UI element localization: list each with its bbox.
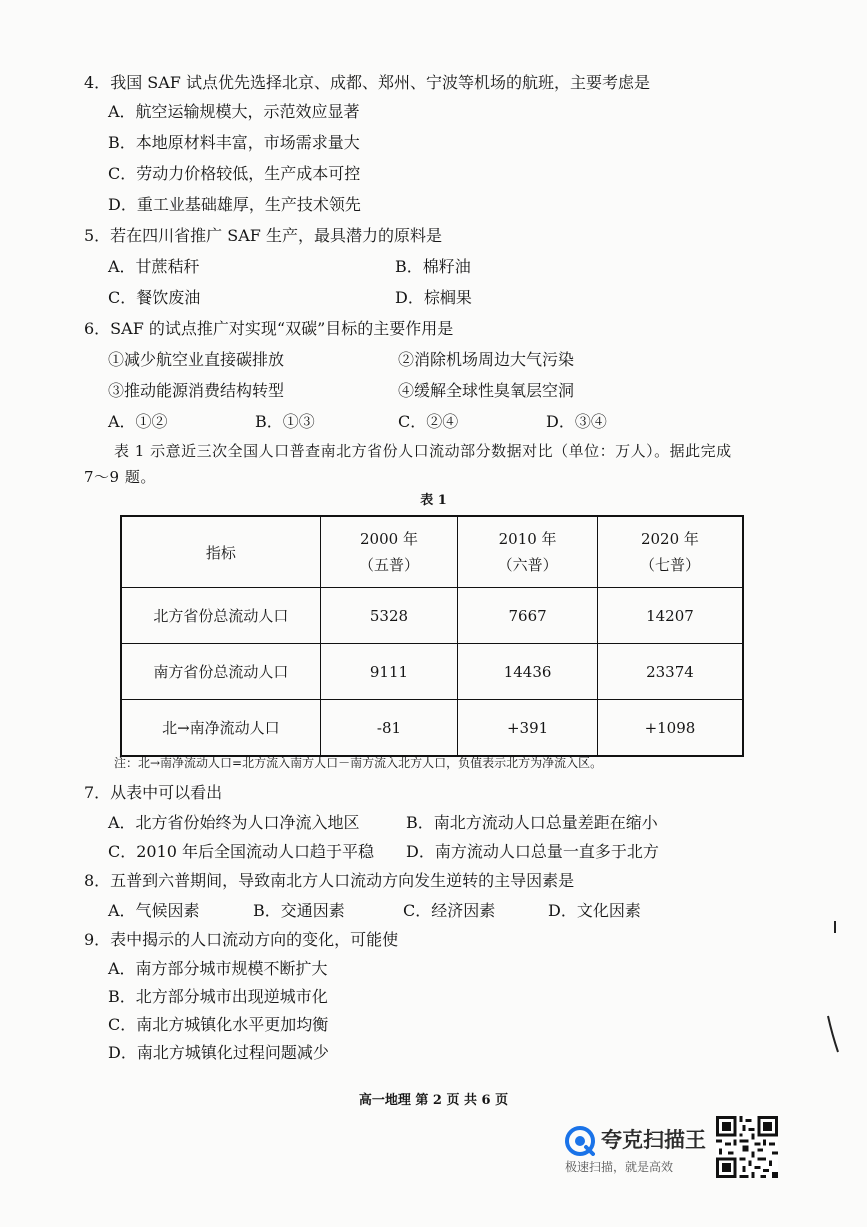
table-header-census: （七普） (639, 556, 700, 574)
table-header-2020 (597, 516, 743, 588)
question-7-option-a: A．北方省份始终为人口净流入地区 (108, 813, 360, 832)
table-header-census: （六普） (497, 556, 558, 574)
question-7-option-c: C．2010 年后全国流动人口趋于平稳 (108, 842, 375, 861)
question-6-stem: 6．SAF 的试点推广对实现“双碳”目标的主要作用是 (84, 319, 454, 338)
qr-code-icon (716, 1116, 778, 1178)
question-7-option-b: B．南北方流动人口总量差距在缩小 (406, 813, 658, 832)
watermark-subtitle: 极速扫描，就是高效 (565, 1160, 674, 1174)
table-cell: +1098 (597, 700, 743, 757)
table-header-row (121, 516, 743, 588)
question-7-stem: 7．从表中可以看出 (84, 783, 223, 802)
table-note: 注：北→南净流动人口=北方流入南方人口－南方流入北方人口，负值表示北方为净流入区。 (114, 756, 603, 770)
question-5-option-d: D．棕榈果 (395, 288, 472, 307)
table-header-2010 (458, 516, 598, 588)
question-8-option-c: C．经济因素 (403, 901, 496, 920)
question-4-option-d: D．重工业基础雄厚，生产技术领先 (108, 195, 361, 214)
question-5-option-c: C．餐饮废油 (108, 288, 201, 307)
table-cell: 9111 (320, 644, 458, 700)
table-cell: 23374 (597, 644, 743, 700)
question-8-option-a: A．气候因素 (108, 901, 200, 920)
material-intro-line-1: 表 1 示意近三次全国人口普查南北方省份人口流动部分数据对比（单位：万人）。据此完成 (114, 442, 732, 460)
table-header-indicator: 指标 (121, 516, 320, 588)
table-header-2000 (320, 516, 458, 588)
question-8-stem: 8．五普到六普期间，导致南北方人口流动方向发生逆转的主导因素是 (84, 871, 575, 890)
material-intro-line-2: 7～9 题。 (84, 468, 156, 486)
question-4-option-b: B．本地原材料丰富，市场需求量大 (108, 133, 360, 152)
question-5-option-a: A．甘蔗秸秆 (108, 257, 200, 276)
question-9-option-b: B．北方部分城市出现逆城市化 (108, 987, 328, 1006)
question-6-option-d: D．③④ (546, 412, 607, 431)
table-row-label: 北→南净流动人口 (121, 700, 320, 757)
question-8-option-b: B．交通因素 (253, 901, 345, 920)
table-caption: 表 1 (420, 493, 447, 508)
question-4-text: 我国 SAF 试点优先选择北京、成都、郑州、宁波等机场的航班，主要考虑是 (110, 73, 650, 92)
table-header-year: 2020 年 (640, 530, 699, 548)
table-cell: +391 (458, 700, 598, 757)
quark-logo-icon (565, 1126, 595, 1156)
table-header-year: 2000 年 (360, 530, 418, 548)
question-7-option-d: D．南方流动人口总量一直多于北方 (406, 842, 659, 861)
table-header-year: 2010 年 (498, 530, 557, 548)
table-row-label: 南方省份总流动人口 (121, 644, 320, 700)
scan-mark (832, 920, 838, 934)
table-cell: 7667 (458, 588, 598, 644)
question-8-option-d: D．文化因素 (548, 901, 641, 920)
question-4-number: 4． (84, 73, 111, 92)
question-5-stem: 5．若在四川省推广 SAF 生产，最具潜力的原料是 (84, 226, 442, 245)
table-header-census: （五普） (358, 556, 419, 574)
question-6-item-2: ②消除机场周边大气污染 (398, 350, 575, 369)
question-4-option-c: C．劳动力价格较低，生产成本可控 (108, 164, 361, 183)
scanner-watermark (563, 1120, 711, 1180)
question-6-option-a: A．①② (108, 412, 168, 431)
watermark-title: 夸克扫描王 (601, 1128, 706, 1152)
question-6-item-3: ③推动能源消费结构转型 (108, 381, 285, 400)
question-6-item-4: ④缓解全球性臭氧层空洞 (398, 381, 575, 400)
question-9-stem: 9．表中揭示的人口流动方向的变化，可能使 (84, 930, 399, 949)
table-cell: 5328 (320, 588, 458, 644)
question-5-option-b: B．棉籽油 (395, 257, 471, 276)
population-table (120, 515, 744, 757)
table-row (121, 588, 743, 644)
question-9-option-d: D．南北方城镇化过程问题减少 (108, 1043, 329, 1062)
table-cell: -81 (320, 700, 458, 757)
question-9-option-c: C．南北方城镇化水平更加均衡 (108, 1015, 329, 1034)
table-row (121, 700, 743, 757)
page-footer: 高一地理 第 2 页 共 6 页 (358, 1093, 509, 1108)
question-6-option-b: B．①③ (255, 412, 315, 431)
question-4-option-a: A．航空运输规模大，示范效应显著 (108, 102, 360, 121)
question-6-option-c: C．②④ (398, 412, 459, 431)
scan-mark (826, 1014, 840, 1054)
question-6-item-1: ①减少航空业直接碳排放 (108, 350, 285, 369)
question-9-option-a: A．南方部分城市规模不断扩大 (108, 959, 328, 978)
table-cell: 14436 (458, 644, 598, 700)
table-cell: 14207 (597, 588, 743, 644)
table-row (121, 644, 743, 700)
question-4-stem (84, 70, 650, 93)
table-row-label: 北方省份总流动人口 (121, 588, 320, 644)
